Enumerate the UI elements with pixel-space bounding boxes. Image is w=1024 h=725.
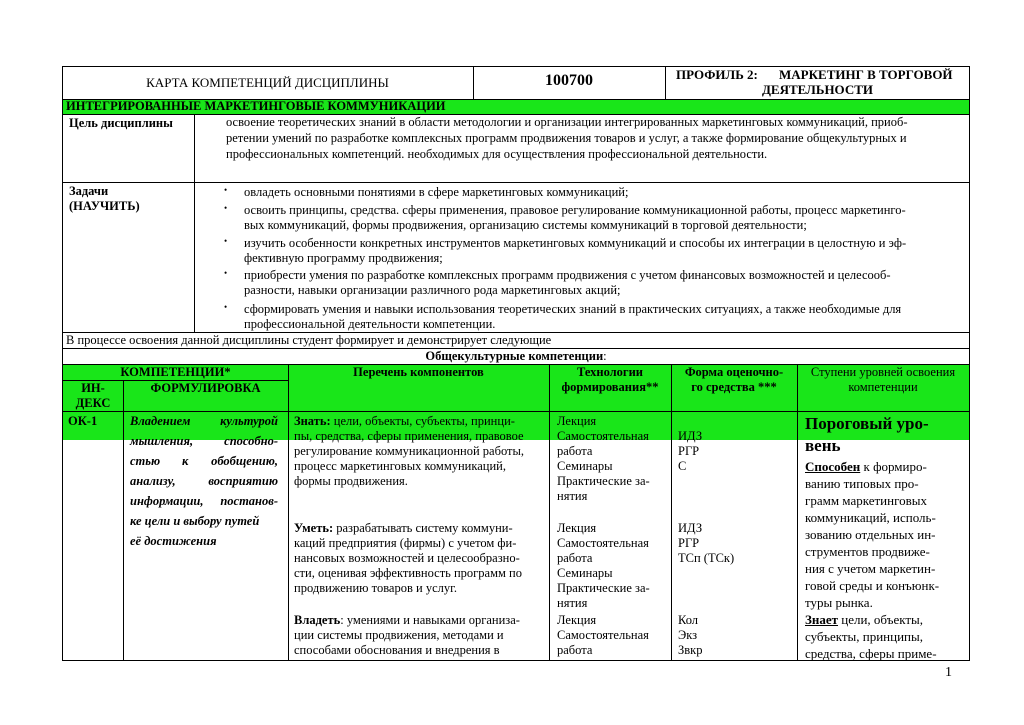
able-line bbox=[805, 459, 927, 475]
able-line: грамм маркетинговых bbox=[805, 493, 927, 508]
formulation-word: обобщению, bbox=[211, 454, 278, 468]
able-label: Способен bbox=[805, 459, 861, 474]
able-line: ния с учетом маркетин- bbox=[805, 561, 936, 576]
task-line: вых коммуникаций, формы продвижения, организацию системы коммуникаций в торговой деятельности; bbox=[244, 218, 807, 232]
knows-text: цели, объекты, bbox=[838, 612, 924, 627]
can-line: продвижению товаров и услуг. bbox=[294, 581, 457, 595]
own-line: способами обоснования и внедрения в bbox=[294, 643, 500, 657]
formulation-word: культурой bbox=[220, 414, 278, 428]
can-text: разрабатывать систему коммуни- bbox=[333, 521, 513, 535]
levels-header-sub: компетенции bbox=[848, 380, 918, 394]
profile-label: ПРОФИЛЬ 2: bbox=[676, 67, 758, 82]
can-line: каций предприятия (фирмы) с учетом фи- bbox=[294, 536, 517, 550]
bullet: • bbox=[224, 236, 228, 246]
formulation-line: ке цели и выбору путей bbox=[130, 514, 260, 528]
task-line: овладеть основными понятиями в сфере маркетинговых коммуникаций; bbox=[244, 185, 629, 199]
know-line: процесс маркетинговых коммуникаций, bbox=[294, 459, 506, 473]
tasks-label: Задачи bbox=[69, 184, 109, 198]
know-line: регулирование коммуникационной работы, bbox=[294, 444, 525, 458]
task-line: фективную программу продвижения; bbox=[244, 251, 443, 265]
own-text: : умениями и навыками организа- bbox=[340, 613, 520, 627]
bullet: • bbox=[224, 268, 228, 278]
knows-line: субъекты, принципы, bbox=[805, 629, 923, 644]
form-item: Кол bbox=[678, 613, 699, 627]
know-text: цели, объекты, субъекты, принци- bbox=[330, 414, 515, 428]
knows-label: Знает bbox=[805, 612, 839, 627]
can-line: сти, оценивая эффективность программ по bbox=[294, 566, 522, 580]
formulation-word: постанов- bbox=[220, 494, 278, 508]
tasks-label-sub: (НАУЧИТЬ) bbox=[69, 199, 140, 213]
tech-item: нятия bbox=[557, 596, 588, 610]
profile-name-line2: ДЕЯТЕЛЬНОСТИ bbox=[761, 82, 873, 97]
tech-item: Практические за- bbox=[557, 474, 650, 488]
formulation-word: к bbox=[182, 454, 189, 468]
intro-text: В процессе освоения данной дисциплины студент формирует и демонстрирует следующие bbox=[66, 333, 552, 347]
formulation-line bbox=[130, 414, 278, 429]
task-line: разности, навыки организации различного рода маркетинговых акций; bbox=[244, 283, 621, 297]
bullet: • bbox=[224, 302, 228, 312]
section-name: Общекультурные компетенции bbox=[425, 349, 604, 363]
formulation-header: ФОРМУЛИРОВКА bbox=[150, 381, 261, 395]
able-line: ванию типовых про- bbox=[805, 476, 919, 491]
able-line: струментов продвиже- bbox=[805, 544, 930, 559]
formulation-line bbox=[130, 494, 278, 509]
form-item: РГР bbox=[678, 444, 700, 458]
own-label: Владеть bbox=[294, 613, 341, 627]
index-header-sub: ДЕКС bbox=[75, 396, 111, 410]
form-item: Звкр bbox=[678, 643, 703, 657]
formulation-word: восприятию bbox=[208, 474, 278, 488]
formulation-word: мышления, bbox=[130, 434, 194, 448]
discipline-name: ИНТЕГРИРОВАННЫЕ МАРКЕТИНГОВЫЕ КОММУНИКАЦИИ bbox=[66, 99, 446, 113]
doc-title: КАРТА КОМПЕТЕНЦИЙ ДИСЦИПЛИНЫ bbox=[146, 75, 389, 90]
bullet: • bbox=[224, 185, 228, 195]
task-line: профессиональной деятельности компетенции. bbox=[244, 317, 496, 331]
goal-label: Цель дисциплины bbox=[69, 116, 173, 130]
own-line bbox=[294, 613, 520, 628]
formulation-word: информации, bbox=[130, 494, 204, 508]
index-header: ИН- bbox=[81, 381, 105, 395]
able-text: к формиро- bbox=[860, 459, 927, 474]
tech-item: Самостоятельная bbox=[557, 536, 649, 550]
level-title: Пороговый уро- bbox=[805, 414, 929, 433]
components-header: Перечень компонентов bbox=[353, 365, 484, 379]
tech-item: нятия bbox=[557, 489, 588, 503]
goal-line: освоение теоретических знаний в области методологии и организации интегрированных маркетинговых коммуникаций, приоб- bbox=[226, 115, 908, 129]
tech-item: Семинары bbox=[557, 459, 613, 473]
tech-item: работа bbox=[557, 643, 593, 657]
tech-header-sub: формирования** bbox=[561, 380, 659, 394]
form-header-sub: го средства *** bbox=[691, 380, 777, 394]
know-line bbox=[294, 414, 515, 429]
formulation-word: анализу, bbox=[130, 474, 176, 488]
able-line: зованию отдельных ин- bbox=[805, 527, 936, 542]
know-line: пы, средства, сферы применения, правовое bbox=[294, 429, 524, 443]
know-line: формы продвижения. bbox=[294, 474, 408, 488]
levels-header: Ступени уровней освоения bbox=[810, 365, 956, 379]
competency-index: ОК-1 bbox=[68, 414, 98, 428]
formulation-word: способно- bbox=[224, 434, 278, 448]
tech-header: Технологии bbox=[576, 365, 644, 379]
tech-item: Лекция bbox=[557, 414, 597, 428]
tech-item: Лекция bbox=[557, 521, 597, 535]
can-line: нансовых возможностей и целесообразно- bbox=[294, 551, 520, 565]
form-item: ИДЗ bbox=[678, 429, 703, 443]
formulation-line bbox=[130, 474, 278, 489]
able-line: коммуникаций, исполь- bbox=[805, 510, 936, 525]
section-title bbox=[62, 349, 970, 364]
tech-item: работа bbox=[557, 444, 593, 458]
formulation-word: Владением bbox=[130, 414, 191, 428]
tech-item: Лекция bbox=[557, 613, 597, 627]
knows-line: средства, сферы приме- bbox=[805, 646, 937, 661]
goal-line: профессиональных компетенций. необходимых для осуществления профессиональной деятельности. bbox=[226, 147, 768, 161]
tech-item: Практические за- bbox=[557, 581, 650, 595]
task-line: изучить особенности конкретных инструментов маркетинговых коммуникаций и способы их интеграции в целостную и эф- bbox=[244, 236, 907, 250]
bullet: • bbox=[224, 203, 228, 213]
tech-item: работа bbox=[557, 551, 593, 565]
tech-item: Самостоятельная bbox=[557, 628, 649, 642]
formulation-word: стью bbox=[130, 454, 161, 468]
task-line: приобрести умения по разработке комплексных программ продвижения с учетом финансовых возможностей и целесооб- bbox=[244, 268, 891, 282]
can-label: Уметь: bbox=[294, 521, 334, 535]
own-line: ции системы продвижения, методами и bbox=[294, 628, 504, 642]
level-title-sub: вень bbox=[805, 436, 841, 455]
form-item: Экз bbox=[678, 628, 698, 642]
form-item: ТСп (ТСк) bbox=[678, 551, 735, 565]
able-line: говой среды и конъюнк- bbox=[805, 578, 940, 593]
formulation-line bbox=[130, 434, 278, 449]
direction-code: 100700 bbox=[545, 72, 593, 89]
form-item: С bbox=[678, 459, 687, 473]
formulation-line bbox=[130, 454, 278, 469]
section-colon: : bbox=[603, 349, 607, 363]
goal-line: ретении умений по разработке комплексных программ продвижения товаров и услуг, а также формирование общекультурных и bbox=[226, 131, 907, 145]
form-item: РГР bbox=[678, 536, 700, 550]
know-label: Знать: bbox=[294, 414, 331, 428]
tech-item: Самостоятельная bbox=[557, 429, 649, 443]
able-line: туры рынка. bbox=[805, 595, 873, 610]
form-header: Форма оценочно- bbox=[684, 365, 784, 379]
form-item: ИДЗ bbox=[678, 521, 703, 535]
task-line: освоить принципы, средства. сферы применения, правовое регулирование коммуникационной работы, процесс маркетинго- bbox=[244, 203, 906, 217]
knows-line bbox=[805, 612, 923, 628]
profile-name-line1: МАРКЕТИНГ В ТОРГОВОЙ bbox=[779, 67, 953, 82]
page-number: 1 bbox=[945, 665, 952, 680]
can-line bbox=[294, 521, 513, 536]
task-line: сформировать умения и навыки использования теоретических знаний в практических ситуациях, а также необходимые для bbox=[244, 302, 902, 316]
tech-item: Семинары bbox=[557, 566, 613, 580]
formulation-line: её достижения bbox=[130, 534, 217, 548]
competencies-header: КОМПЕТЕНЦИИ* bbox=[120, 365, 231, 379]
